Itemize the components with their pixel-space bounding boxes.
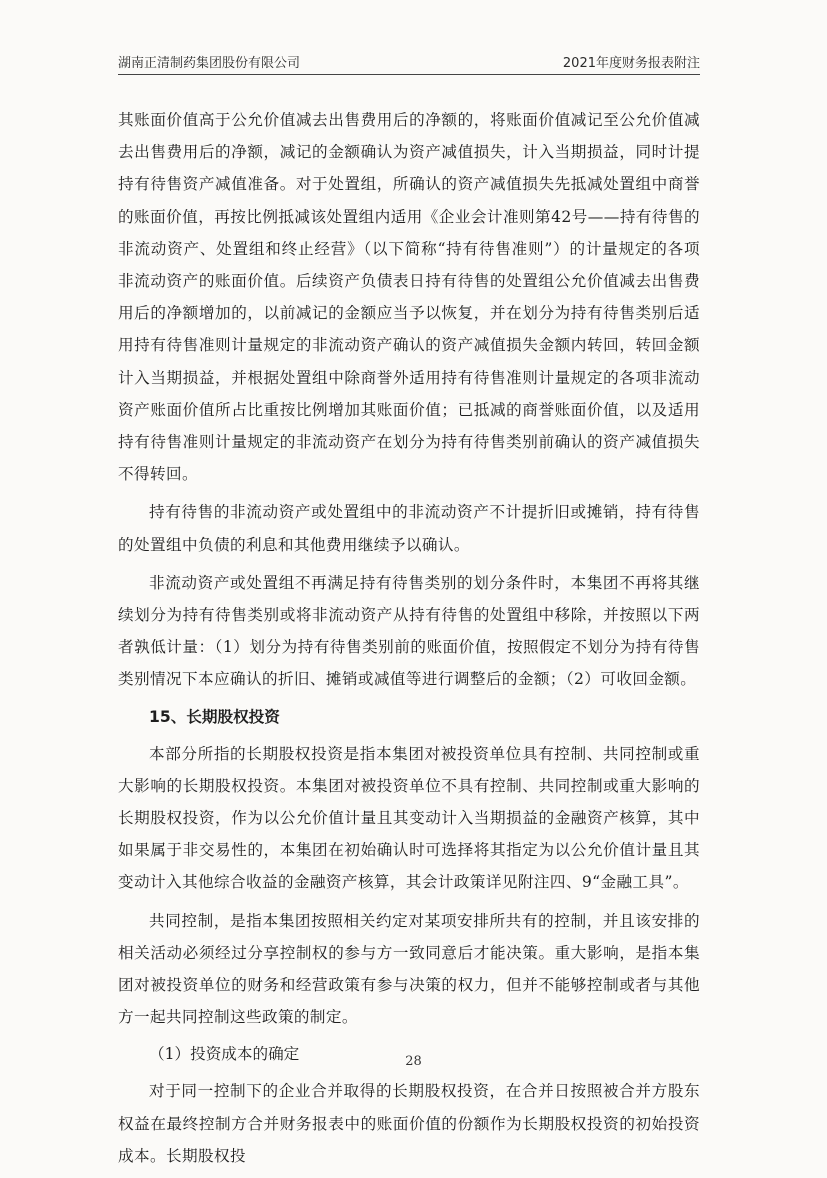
report-title: 2021年度财务报表附注 (562, 56, 700, 71)
section-heading: 15、长期股权投资 (149, 707, 280, 726)
paragraph-scope: 本部分所指的长期股权投资是指本集团对被投资单位具有控制、共同控制或重大影响的长期股权投资。本集团对被投资单位不具有控制、共同控制或重大影响的长期股权投资，作为以公允价值计量且其变动计入当期损益的金融资产核算，其中如果属于非交易性的，本集团在初始确认时可选择将其指定为以公允价值计量且其变动计入其他综合收益的金融资产核算，其会计政策详见附注四、9“金融工具”。 (118, 744, 700, 892)
header-divider (118, 74, 700, 75)
paragraph-impairment-continued: 其账面价值高于公允价值减去出售费用后的净额的，将账面价值减记至公允价值减去出售费用后的净额，减记的金额确认为资产减值损失，计入当期损益，同时计提持有待售资产减值准备。对于处置组，所确认的资产减值损失先抵减处置组中商誉的账面价值，再按比例抵减该处置组内适用《企业会计准则第42号——持有待售的非流动资产、处置组和终止经营》（以下简称“持有待售准则”）的计量规定的各项非流动资产的账面价值。后续资产负债表日持有待售的处置组公允价值减去出售费用后的净额增加的，以前减记的金额应当予以恢复，并在划分为持有待售类别后适用持有待售准则计量规定的非流动资产确认的资产减值损失金额内转回，转回金额计入当期损益，并根据处置组中除商誉外适用持有待售准则计量规定的各项非流动资产账面价值所占比重按比例增加其账面价值；已抵减的商誉账面价值，以及适用持有待售准则计量规定的非流动资产在划分为持有待售类别前确认的资产减值损失不得转回。 (118, 111, 700, 484)
page-number: 28 (405, 1054, 422, 1069)
sub-heading: （1）投资成本的确定 (149, 1045, 300, 1064)
paragraph-investment-cost: 对于同一控制下的企业合并取得的长期股权投资，在合并日按照被合并方股东权益在最终控制方合并财务报表中的账面价值的份额作为长期股权投资的初始投资成本。长期股权投 (118, 1082, 700, 1165)
paragraph-joint-control: 共同控制，是指本集团按照相关约定对某项安排所共有的控制，并且该安排的相关活动必须经过分享控制权的参与方一致同意后才能决策。重大影响，是指本集团对被投资单位的财务和经营政策有参与决策的权力，但并不能够控制或者与其他方一起共同控制这些政策的制定。 (118, 911, 700, 1027)
page-body (118, 104, 700, 1178)
paragraph-no-depreciation: 持有待售的非流动资产或处置组中的非流动资产不计提折旧或摊销，持有待售的处置组中负债的利息和其他费用继续予以确认。 (118, 503, 700, 554)
company-name: 湖南正清制药集团股份有限公司 (118, 56, 301, 71)
paragraph-reclassification: 非流动资产或处置组不再满足持有待售类别的划分条件时，本集团不再将其继续划分为持有待售类别或将非流动资产从持有待售的处置组中移除，并按照以下两者孰低计量：（1）划分为持有待售类别前的账面价值，按照假定不划分为持有待售类别情况下本应确认的折旧、摊销或减值等进行调整后的金额；（2）可收回金额。 (118, 573, 700, 689)
page-header (118, 52, 700, 74)
